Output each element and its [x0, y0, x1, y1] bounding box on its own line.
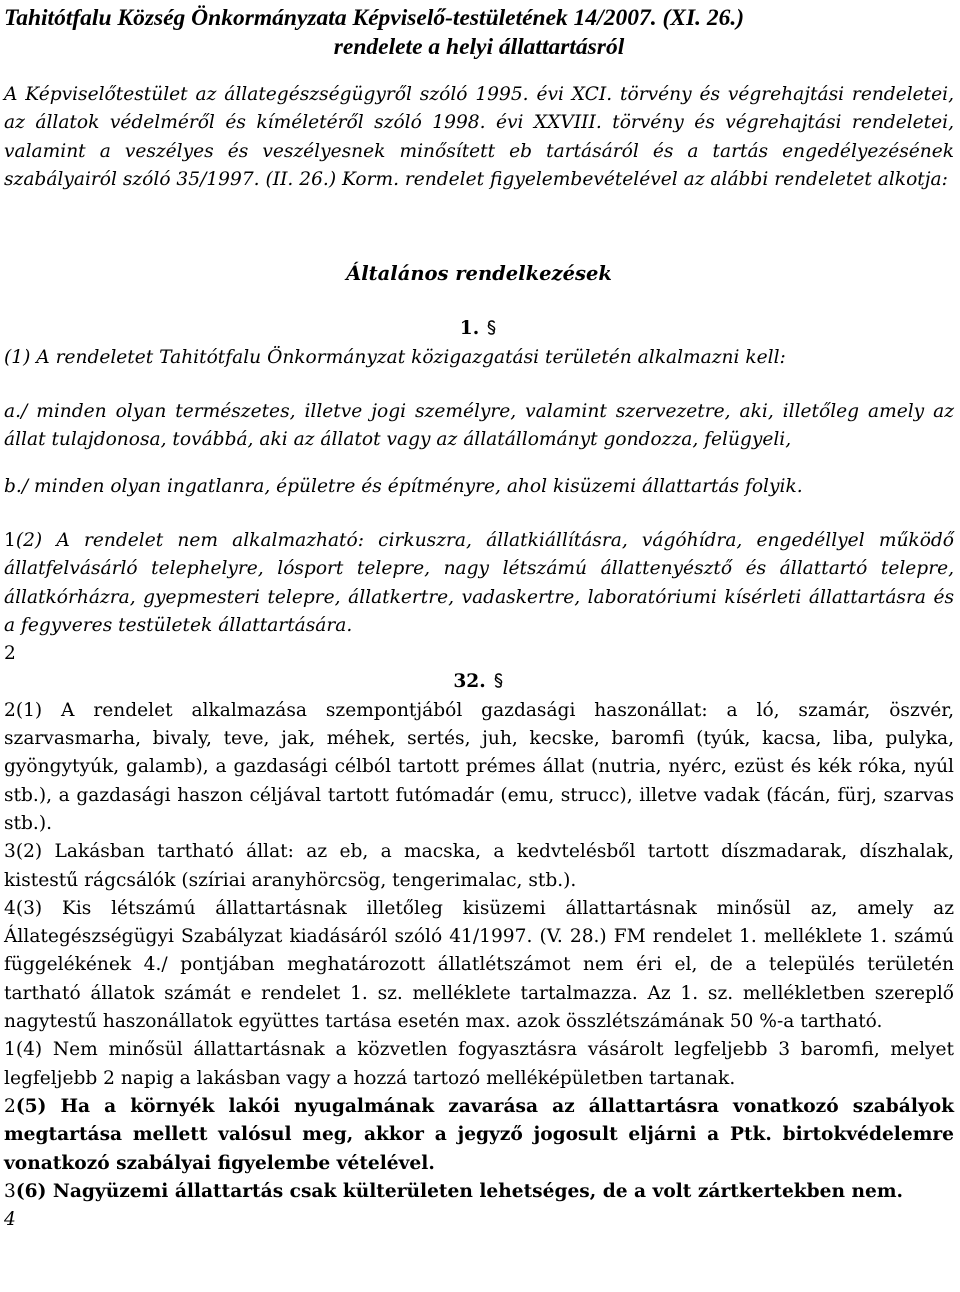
paragraph-1-b: b./ minden olyan ingatlanra, épületre és építményre, ahol kisüzemi állattartás folyik.	[4, 475, 803, 497]
footnote-ref: 2	[4, 699, 16, 721]
document-title	[4, 4, 954, 62]
paragraph-2-6	[4, 1178, 954, 1206]
footnote-ref: 4	[4, 897, 16, 919]
footnote-4: 4	[4, 1209, 16, 1231]
title-line-2: rendelete a helyi állattartásról	[333, 34, 625, 60]
paragraph-2-1	[4, 697, 954, 838]
section-heading: Általános rendelkezések	[346, 262, 612, 286]
footnote-ref: 2	[4, 1095, 16, 1117]
footnote-ref: 1	[4, 1039, 16, 1061]
paragraph-2-4-text: (4) Nem minősül állattartásnak a közvetlen fogyasztásra vásárolt legfeljebb 3 baromfi, melyet legfeljebb 2 napig a lakásban vagy a hozzá tartozó melléképületben tartanak.	[4, 1039, 954, 1089]
paragraph-2-3	[4, 895, 954, 1036]
paragraph-2-2-text: (2) Lakásban tartható állat: az eb, a macska, a kedvtelésből tartott díszmadarak, díszhalak, kistestű rágcsálók (szíriai aranyhörcsög, tengerimalac, stb.).	[4, 841, 954, 891]
paragraph-2-4	[4, 1036, 954, 1093]
title-line-1: Tahitótfalu Község Önkormányzata Képviselő-testületének 14/2007. (XI. 26.)	[4, 5, 745, 31]
paragraph-1-1: (1) A rendeletet Tahitótfalu Önkormányzat közigazgatási területén alkalmazni kell:	[4, 346, 786, 368]
paragraph-1-2	[4, 527, 954, 640]
paragraph-2-5-text: (5) Ha a környék lakói nyugalmának zavarása az állattartásra vonatkozó szabályok megtartása mellett valósul meg, akkor a jegyző jogosult eljárni a Ptk. birtokvédelemre vonatkozó szabályai figyelembe vételével.	[4, 1095, 954, 1174]
section-sign-icon	[485, 316, 498, 331]
footnote-ref: 1	[4, 529, 16, 551]
paragraph-2-6-text: (6) Nagyüzemi állattartás csak külterületen lehetséges, de a volt zártkertekben nem.	[15, 1180, 903, 1202]
section-sign-icon	[492, 669, 505, 684]
footnote-ref: 3	[4, 1180, 16, 1202]
paragraph-1-label: 1.	[459, 318, 480, 340]
footnote-ref: 3	[4, 841, 16, 863]
footnote-2: 2	[4, 643, 16, 665]
paragraph-2-1-text: (1) A rendelet alkalmazása szempontjából gazdasági haszonállat: a ló, szamár, öszvér, szarvasmarha, bivaly, teve, jak, méhek, sertés, juh, kecske, baromfi (tyúk, kacsa, liba, pulyka, gyöngytyúk, galamb), a gazdasági célból tartott prémes állat (nutria, nyérc, ezüst és kék róka, nyúl stb.), a gazdasági haszon céljával tartott futómadár (emu, strucc), illetve vadak (fácán, fürj, szarvas stb.).	[4, 699, 954, 834]
preamble: A Képviselőtestület az állategészségügyről szóló 1995. évi XCI. törvény és végrehajtási rendeletei, az állatok védelméről és kíméletéről szóló 1998. évi XXVIII. törvény és végrehajtási rendeletei, valamint a veszélyes és veszélyesnek minősített eb tartásáról és a tartás engedélyezésének szabályairól szóló 35/1997. (II. 26.) Korm. rendelet figyelembevételével az alábbi rendeletet alkotja:	[4, 84, 954, 190]
paragraph-2-3-text: (3) Kis létszámú állattartásnak illetőleg kisüzemi állattartásnak minősül az, amely az Állategészségügyi Szabályzat kiadásáról szóló 41/1997. (V. 28.) FM rendelet 1. melléklete 1. számú függelékének 4./ pontjában meghatározott állatlétszámot nem éri el, de a település területén tartható állatok számát e rendelet 1. sz. melléklete tartalmazza. Az 1. sz. mellékletben szereplő nagytestű haszonállatok együttes tartása esetén max. azok összlétszámának 50 %-a tartható.	[4, 897, 954, 1033]
paragraph-2-5	[4, 1093, 954, 1178]
paragraph-2-number	[4, 668, 954, 696]
paragraph-2-2	[4, 838, 954, 895]
paragraph-2-label: 32.	[453, 671, 486, 693]
paragraph-1-number	[4, 315, 954, 343]
paragraph-1-a: a./ minden olyan természetes, illetve jogi személyre, valamint szervezetre, aki, illetőleg amely az állat tulajdonosa, továbbá, aki az állatot vagy az állatállományt gondozza, felügyeli,	[4, 401, 954, 451]
paragraph-1-2-text: (2) A rendelet nem alkalmazható: cirkuszra, állatkiállításra, vágóhídra, engedéllyel működő állatfelvásárló telephelyre, lósport telepre, nagy létszámú állattenyésztő és állattartó telepre, állatkórházra, gyepmesteri telepre, állatkertre, vadaskertre, laboratóriumi kísérleti állattartásra és a fegyveres testületek állattartására.	[4, 529, 954, 636]
